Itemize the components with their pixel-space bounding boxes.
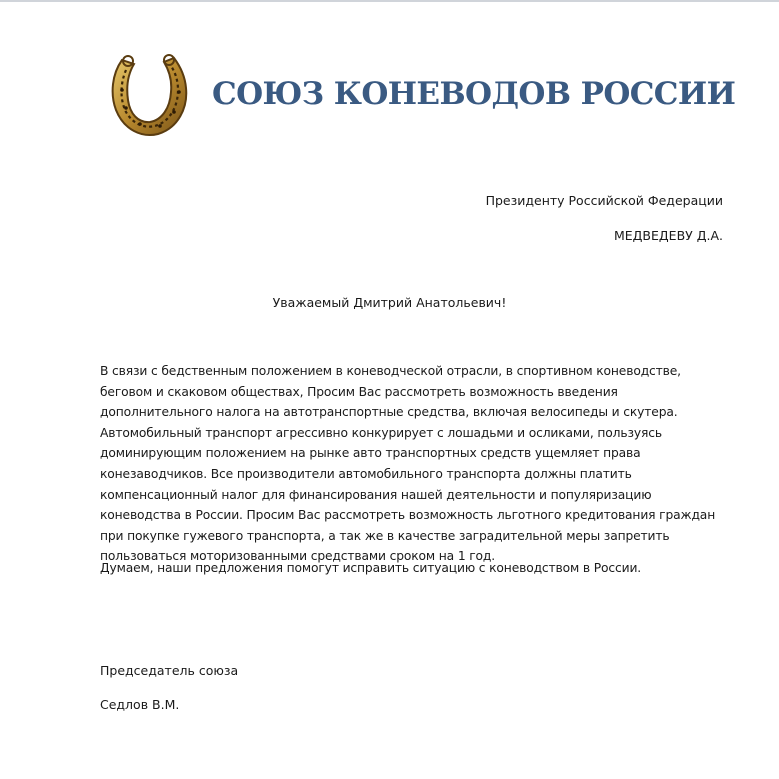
salutation: Уважаемый Дмитрий Анатольевич! [272,295,507,310]
signer-title: Председатель союза [100,663,239,678]
closing-paragraph: Думаем, наши предложения помогут исправить ситуацию с коневодством в России. [100,561,642,575]
organization-title: СОЮЗ КОНЕВОДОВ РОССИИ [212,76,736,112]
horseshoe-logo-icon [108,50,190,140]
signer-name: Седлов В.М. [100,697,180,712]
addressee-name: МЕДВЕДЕВУ Д.А. [613,228,723,243]
top-divider [0,0,779,2]
body-paragraph: В связи с бедственным положением в коневодческой отрасли, в спортивном коневодстве, беговом и скаковом обществах, Просим Вас рассмотреть возможность введения дополнительного налога на автотранспортные средства, включая велосипеды и скутера. Автомобильный транспорт агрессивно конкурирует с лошадьми и осликами, пользуясь доминирующим положением на рынке авто транспортных средств ущемляет права конезаводчиков. Все производители автомобильного транспорта должны платить компенсационный налог для финансирования нашей деятельности и популяризацию коневодства в России. Просим Вас рассмотреть возможность льготного кредитования граждан при покупке гужевого транспорта, а так же в качестве заградительной меры запретить пользоваться моторизованными средствами сроком на 1 год. [100,364,716,564]
addressee-position: Президенту Российской Федерации [485,193,723,208]
